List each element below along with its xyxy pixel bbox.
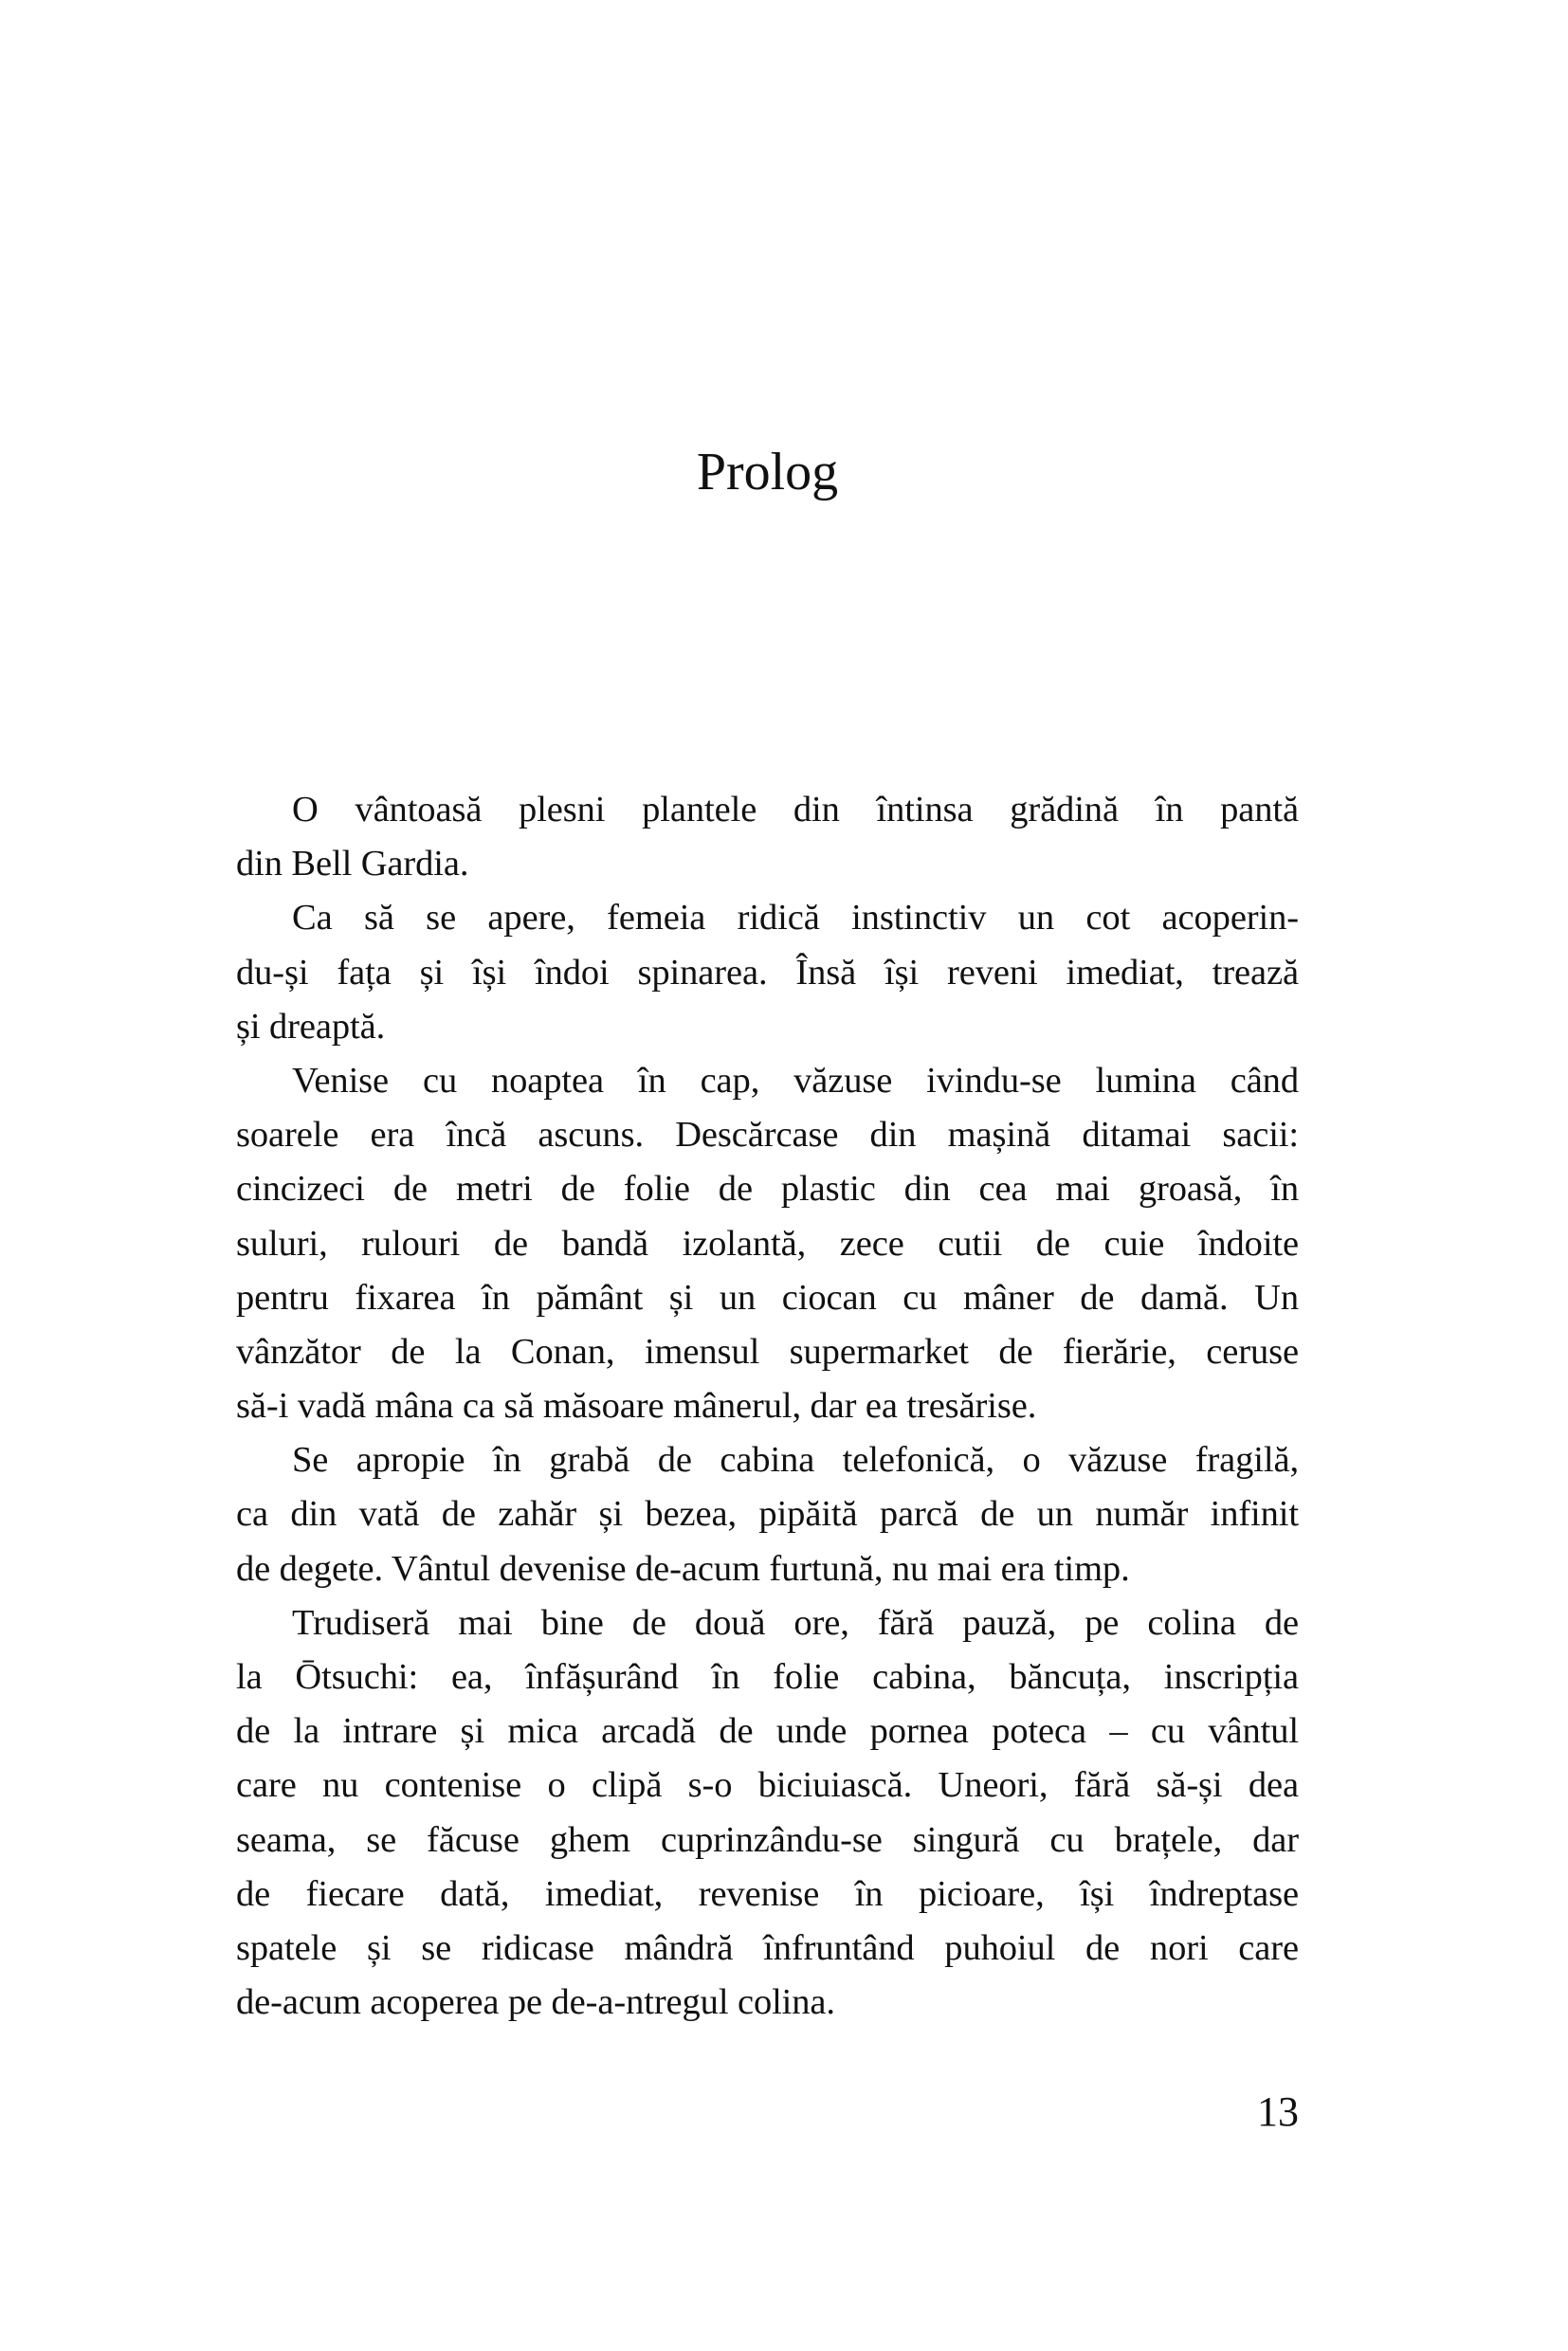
page-number: 13 [1257, 2088, 1299, 2135]
paragraph-1-line-2: din Bell Gardia. [236, 844, 469, 884]
paragraph-3-line-7: să-i vadă mâna ca să măsoare mânerul, dar ea tresărise. [236, 1386, 1037, 1427]
paragraph-2-line-2: du-și fața și își îndoi spinarea. Însă își reveni imediat, trează [236, 952, 1299, 993]
paragraph-3-line-4: suluri, rulouri de bandă izolantă, zece cutii de cuie îndoite [236, 1223, 1299, 1264]
paragraph-5-line-3: de la intrare și mica arcadă de unde pornea poteca – cu vântul [236, 1711, 1299, 1752]
paragraph-4-line-2: ca din vată de zahăr și bezea, pipăită parcă de un număr infinit [236, 1494, 1299, 1535]
paragraph-5-line-6: de fiecare dată, imediat, revenise în picioare, își îndreptase [236, 1873, 1299, 1914]
paragraph-2-line-1: Ca să se apere, femeia ridică instinctiv un cot acoperin- [292, 898, 1299, 939]
body-text [236, 783, 1299, 2030]
paragraph-5-line-2: la Ōtsuchi: ea, înfășurând în folie cabina, băncuța, inscripția [236, 1657, 1299, 1697]
paragraph-3-line-2: soarele era încă ascuns. Descărcase din mașină ditamai sacii: [236, 1115, 1299, 1156]
paragraph-5-line-7: spatele și se ridicase mândră înfruntând puhoiul de nori care [236, 1927, 1299, 1968]
paragraph-5-line-5: seama, se făcuse ghem cuprinzându-se singură cu brațele, dar [236, 1819, 1299, 1860]
paragraph-3-line-1: Venise cu noaptea în cap, văzuse ivindu-se lumina când [292, 1060, 1299, 1101]
paragraph-5-line-1: Trudiseră mai bine de două ore, fără pauză, pe colina de [292, 1602, 1299, 1643]
paragraph-1-line-1: O vântoasă plesni plantele din întinsa grădină în pantă [292, 790, 1299, 829]
paragraph-4-line-3: de degete. Vântul devenise de-acum furtună, nu mai era timp. [236, 1548, 1130, 1589]
paragraph-3-line-5: pentru fixarea în pământ și un ciocan cu mâner de damă. Un [236, 1277, 1299, 1318]
paragraph-2-line-3: și dreaptă. [236, 1006, 386, 1047]
chapter-title: Prolog [696, 443, 839, 501]
paragraph-3-line-3: cincizeci de metri de folie de plastic din cea mai groasă, în [236, 1169, 1299, 1210]
paragraph-5-line-8: de-acum acoperea pe de-a-ntregul colina. [236, 1982, 835, 2023]
paragraph-5-line-4: care nu contenise o clipă s-o biciuiască. Uneori, fără să-și dea [236, 1765, 1299, 1806]
paragraph-4-line-1: Se apropie în grabă de cabina telefonică, o văzuse fragilă, [292, 1440, 1299, 1481]
paragraph-3-line-6: vânzător de la Conan, imensul supermarket de fierărie, ceruse [236, 1331, 1299, 1372]
